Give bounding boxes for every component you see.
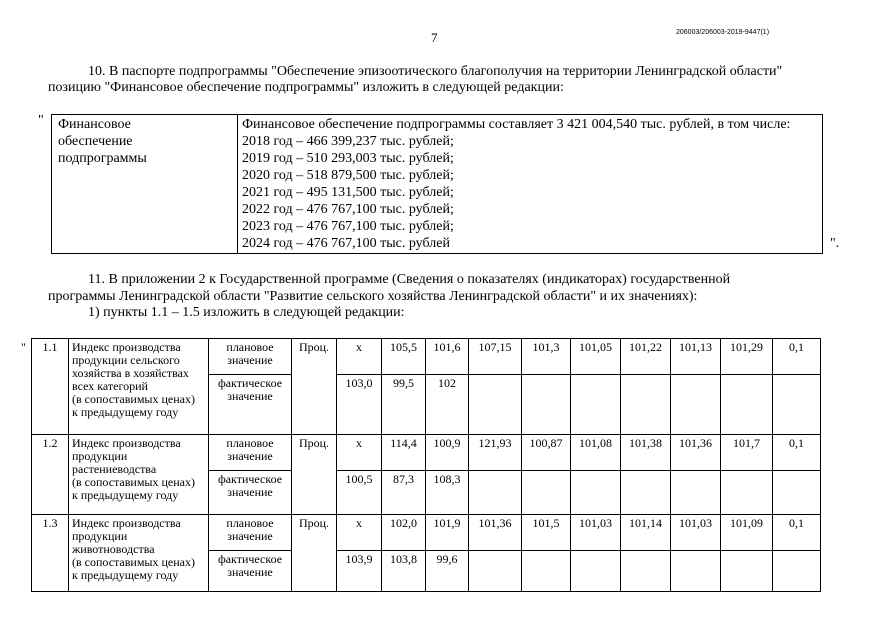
indicator-name — [69, 435, 209, 515]
indicator-name-line: (в сопоставимых ценах) — [72, 475, 195, 489]
empty-cell — [469, 471, 522, 515]
finance-line: 2024 год – 476 767,100 тыс. рублей — [242, 236, 450, 251]
finance-table — [51, 114, 823, 254]
plan-value: 100,9 — [426, 435, 469, 471]
indicator-name-line: к предыдущему году — [72, 405, 179, 419]
fact-value: 102 — [426, 375, 469, 435]
fact-value: 103,0 — [337, 375, 382, 435]
indicators-table — [31, 338, 821, 592]
plan-value: 101,14 — [621, 515, 671, 551]
plan-value: х — [337, 515, 382, 551]
section11-line2: программы Ленинградской области "Развитие сельского хозяйства Ленинградской области" и их значениях): — [48, 289, 698, 304]
plan-value: х — [337, 339, 382, 375]
plan-value: 101,38 — [621, 435, 671, 471]
empty-cell — [571, 471, 621, 515]
indicator-name-line: Индекс производства — [72, 340, 181, 354]
empty-cell — [469, 375, 522, 435]
indicator-name-line: Индекс производства — [72, 516, 181, 530]
plan-value: 0,1 — [773, 515, 821, 551]
finance-line: 2020 год – 518 879,500 тыс. рублей; — [242, 168, 454, 183]
row-number: 1.1 — [32, 339, 69, 435]
section10-line1: 10. В паспорте подпрограммы "Обеспечение эпизоотического благополучия на территории Ленинградской области" — [88, 64, 783, 79]
empty-cell — [773, 471, 821, 515]
empty-cell — [522, 471, 571, 515]
quote-open: " — [21, 340, 26, 354]
empty-cell — [621, 551, 671, 592]
empty-cell — [522, 375, 571, 435]
empty-cell — [721, 471, 773, 515]
plan-value: 101,6 — [426, 339, 469, 375]
plan-value: 101,13 — [671, 339, 721, 375]
finance-label-line: подпрограммы — [58, 151, 147, 166]
fact-label-line: значение — [227, 389, 273, 403]
indicator-name — [69, 515, 209, 592]
fact-label — [209, 375, 292, 435]
quote-open: " — [38, 113, 44, 128]
table-row — [32, 515, 821, 551]
finance-label-line: Финансовое — [58, 117, 131, 132]
plan-label-line: плановое — [226, 436, 274, 450]
plan-label — [209, 339, 292, 375]
fact-label-line: фактическое — [217, 376, 283, 390]
finance-line: Финансовое обеспечение подпрограммы составляет 3 421 004,540 тыс. рублей, в том числе: — [242, 117, 791, 132]
empty-cell — [469, 551, 522, 592]
fact-value: 108,3 — [426, 471, 469, 515]
fact-value: 100,5 — [337, 471, 382, 515]
empty-cell — [522, 551, 571, 592]
empty-cell — [671, 551, 721, 592]
row-number: 1.2 — [32, 435, 69, 515]
indicator-name-line: животноводства — [72, 542, 155, 556]
empty-cell — [773, 551, 821, 592]
plan-value: 101,7 — [721, 435, 773, 471]
plan-value: х — [337, 435, 382, 471]
section10-line2: позицию "Финансовое обеспечение подпрограммы" изложить в следующей редакции: — [48, 80, 564, 95]
finance-line: 2019 год – 510 293,003 тыс. рублей; — [242, 151, 454, 166]
fact-value: 99,6 — [426, 551, 469, 592]
fact-label-line: значение — [227, 485, 273, 499]
indicator-name-line: Индекс производства — [72, 436, 181, 450]
plan-value: 101,29 — [721, 339, 773, 375]
plan-value: 101,09 — [721, 515, 773, 551]
indicator-name-line: к предыдущему году — [72, 568, 179, 582]
plan-value: 100,87 — [522, 435, 571, 471]
plan-label-line: значение — [227, 449, 273, 463]
plan-value: 101,22 — [621, 339, 671, 375]
quote-close: ". — [830, 236, 840, 251]
empty-cell — [671, 471, 721, 515]
fact-label — [209, 471, 292, 515]
finance-line: 2023 год – 476 767,100 тыс. рублей; — [242, 219, 454, 234]
plan-value: 101,03 — [671, 515, 721, 551]
indicator-name-line: (в сопоставимых ценах) — [72, 392, 195, 406]
plan-value: 101,36 — [469, 515, 522, 551]
finance-label-cell — [52, 115, 238, 254]
plan-value: 101,08 — [571, 435, 621, 471]
plan-value: 101,36 — [671, 435, 721, 471]
plan-value: 107,15 — [469, 339, 522, 375]
empty-cell — [571, 375, 621, 435]
indicator-name-line: (в сопоставимых ценах) — [72, 555, 195, 569]
unit-cell: Проц. — [292, 435, 337, 515]
page-number: 7 — [431, 30, 438, 45]
finance-label-line: обеспечение — [58, 134, 133, 149]
plan-value: 101,3 — [522, 339, 571, 375]
section11-line3: 1) пункты 1.1 – 1.5 изложить в следующей редакции: — [88, 305, 405, 320]
plan-value: 102,0 — [382, 515, 426, 551]
indicator-name-line: растениеводства — [72, 462, 157, 476]
indicator-name-line: всех категорий — [72, 379, 148, 393]
plan-value: 114,4 — [382, 435, 426, 471]
fact-label — [209, 551, 292, 592]
row-number: 1.3 — [32, 515, 69, 592]
table-row — [32, 435, 821, 471]
plan-value: 101,5 — [522, 515, 571, 551]
finance-line: 2021 год – 495 131,500 тыс. рублей; — [242, 185, 454, 200]
document-code: 206003/206003-2019-9447(1) — [676, 29, 770, 36]
indicator-name-line: к предыдущему году — [72, 488, 179, 502]
plan-label — [209, 435, 292, 471]
plan-value: 0,1 — [773, 435, 821, 471]
fact-label-line: фактическое — [217, 472, 283, 486]
empty-cell — [621, 375, 671, 435]
indicator-name-line: продукции — [72, 529, 128, 543]
empty-cell — [671, 375, 721, 435]
plan-value: 121,93 — [469, 435, 522, 471]
plan-label-line: плановое — [226, 516, 274, 530]
finance-line: 2018 год – 466 399,237 тыс. рублей; — [242, 134, 454, 149]
indicator-name-line: продукции — [72, 449, 128, 463]
plan-value: 105,5 — [382, 339, 426, 375]
fact-value: 99,5 — [382, 375, 426, 435]
plan-value: 101,05 — [571, 339, 621, 375]
finance-line: 2022 год – 476 767,100 тыс. рублей; — [242, 202, 454, 217]
plan-label-line: значение — [227, 529, 273, 543]
empty-cell — [721, 551, 773, 592]
fact-label-line: фактическое — [217, 552, 283, 566]
indicator-name — [69, 339, 209, 435]
fact-value: 103,8 — [382, 551, 426, 592]
fact-value: 87,3 — [382, 471, 426, 515]
fact-value: 103,9 — [337, 551, 382, 592]
unit-cell: Проц. — [292, 515, 337, 592]
empty-cell — [621, 471, 671, 515]
indicator-name-line: продукции сельского — [72, 353, 180, 367]
plan-label-line: значение — [227, 353, 273, 367]
table-row — [32, 339, 821, 375]
empty-cell — [571, 551, 621, 592]
empty-cell — [721, 375, 773, 435]
finance-value-cell — [238, 115, 823, 254]
plan-value: 101,03 — [571, 515, 621, 551]
plan-label — [209, 515, 292, 551]
indicator-name-line: хозяйства в хозяйствах — [72, 366, 189, 380]
unit-cell: Проц. — [292, 339, 337, 435]
plan-label-line: плановое — [226, 340, 274, 354]
empty-cell — [773, 375, 821, 435]
fact-label-line: значение — [227, 565, 273, 579]
section11-line1: 11. В приложении 2 к Государственной программе (Сведения о показателях (индикаторах) государственной — [88, 272, 731, 287]
plan-value: 101,9 — [426, 515, 469, 551]
plan-value: 0,1 — [773, 339, 821, 375]
